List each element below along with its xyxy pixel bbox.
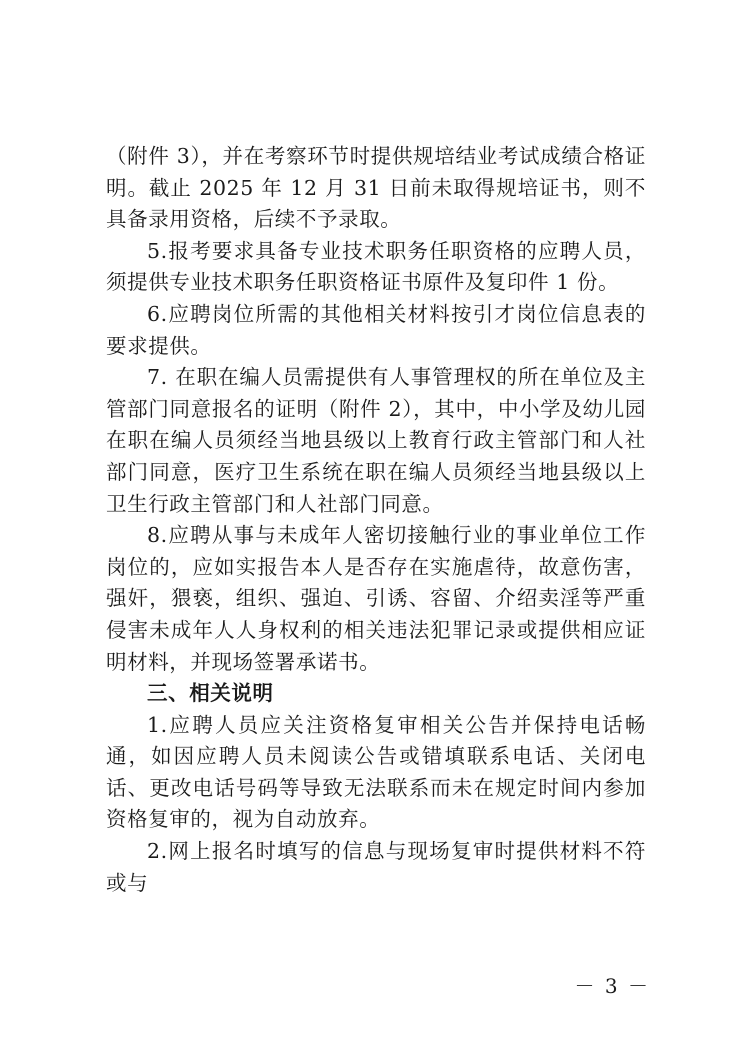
paragraph-item-5: 5.报考要求具备专业技术职务任职资格的应聘人员，须提供专业技术职务任职资格证书原件及复印件 1 份。 bbox=[106, 238, 646, 295]
section-heading: 三、相关说明 bbox=[147, 681, 274, 706]
paragraph-note-1: 1.应聘人员应关注资格复审相关公告并保持电话畅通，如因应聘人员未阅读公告或错填联系电话、关闭电话、更改电话号码等导致无法联系而未在规定时间内参加资格复审的，视为自动放弃。 bbox=[106, 712, 646, 832]
paragraph-item-7: 7. 在职在编人员需提供有人事管理权的所在单位及主管部门同意报名的证明（附件 2），其中，中小学及幼儿园在职在编人员须经当地县级以上教育行政主管部门和人社部门同意，医疗卫生系统在职在编人员须经当地县级以上卫生行政主管部门和人社部门同意。 bbox=[106, 365, 646, 516]
document-body bbox=[106, 141, 646, 899]
paragraph-continuation: （附件 3），并在考察环节时提供规培结业考试成绩合格证明。截止 2025 年 12 月 31 日前未取得规培证书，则不具备录用资格，后续不予录取。 bbox=[106, 144, 646, 232]
page-number: － 3 － bbox=[574, 974, 650, 998]
paragraph-item-8: 8.应聘从事与未成年人密切接触行业的事业单位工作岗位的，应如实报告本人是否存在实施虐待，故意伤害，强奸，猥亵，组织、强迫、引诱、容留、介绍卖淫等严重侵害未成年人人身权利的相关违法犯罪记录或提供相应证明材料，并现场签署承诺书。 bbox=[106, 523, 646, 674]
paragraph-note-2: 2.网上报名时填写的信息与现场复审时提供材料不符或与 bbox=[106, 839, 646, 895]
paragraph-item-6: 6.应聘岗位所需的其他相关材料按引才岗位信息表的要求提供。 bbox=[106, 301, 646, 358]
